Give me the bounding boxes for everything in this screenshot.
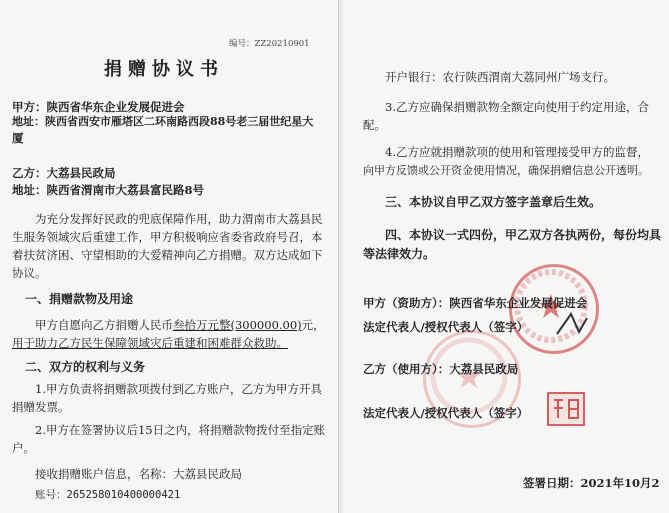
clause-3-line2: 配。 <box>363 118 386 132</box>
party-b-address: 地址：陕西省渭南市大荔县富民路8号 <box>12 183 204 197</box>
signature-chop-icon <box>547 392 585 426</box>
clause-3-line1: 3.乙方应确保捐赠款物全额定向使用于约定用途，合 <box>385 100 649 114</box>
section-1-heading: 一、捐赠款物及用途 <box>25 292 134 306</box>
party-a: 甲方：陕西省华东企业发展促进会 <box>12 100 185 114</box>
party-a-representative: 法定代表人/授权代表人（签字） <box>363 320 529 334</box>
account-name: 接收捐赠账户信息，名称：大荔县民政局 <box>35 467 242 481</box>
clause-4-line2: 向甲方反馈或公开资金使用情况，确保捐赠信息公开透明。 <box>363 164 649 177</box>
donation-suffix: 元， <box>301 318 325 332</box>
document-title: 捐赠协议书 <box>104 59 224 80</box>
intro-line3: 着扶贫济困、守望相助的大爱精神向乙方捐赠。双方达成如下 <box>12 248 323 262</box>
intro-line4: 协议。 <box>12 266 47 280</box>
agreement-page-right <box>343 0 669 513</box>
intro-line1: 为充分发挥好民政的兜底保障作用，助力渭南市大荔县民 <box>35 212 323 226</box>
clause-2-line1: 2.甲方在签署协议后15日之内，将捐赠款物拨付至指定账 <box>35 423 326 437</box>
section-4-line2: 等法律效力。 <box>363 247 436 261</box>
party-a-address-line2: 厦 <box>12 131 24 145</box>
document-number: 编号：ZZ20210901 <box>229 39 310 49</box>
handwritten-signature-icon <box>553 308 593 340</box>
party-a-signature-line: 甲方（资助方）：陕西省华东企业发展促进会 <box>363 296 588 310</box>
clause-1-line2: 捐赠发票。 <box>12 400 70 414</box>
party-b-representative: 法定代表人/授权代表人（签字） <box>363 406 529 420</box>
clause-4-line1: 4.乙方应就捐赠款项的使用和管理接受甲方的监督， <box>385 145 649 159</box>
signing-date: 签署日期：2021年10月2 <box>523 476 660 490</box>
donation-purpose: 用于助力乙方民生保障领域灾后重建和困难群众救助。 <box>12 336 288 350</box>
section-3-heading: 三、本协议自甲乙双方签字盖章后生效。 <box>385 195 602 209</box>
party-a-address-line1: 地址：陕西省西安市雁塔区二环南路西段88号老三届世纪星大 <box>12 115 314 128</box>
donation-amount: 叁拾万元整(300000.00) <box>173 318 302 332</box>
bank-info: 开户银行：农行陕西渭南大荔同州广场支行。 <box>385 70 615 84</box>
section-4-line1: 四、本协议一式四份，甲乙双方各执两份，每份均具 <box>385 228 662 242</box>
party-b-signature-line: 乙方（使用方）：大荔县民政局 <box>363 362 519 376</box>
intro-line2: 生服务领域灾后重建工作，甲方积极响应省委省政府号召，本 <box>12 230 323 244</box>
donation-line <box>35 318 325 332</box>
section-2-heading: 二、双方的权利与义务 <box>25 360 146 374</box>
clause-1-line1: 1.甲方负责将捐赠款项拨付到乙方账户，乙方为甲方开具 <box>35 382 322 396</box>
party-b: 乙方：大荔县民政局 <box>12 166 116 180</box>
clause-2-line2: 户。 <box>12 441 35 455</box>
account-number: 账号：265258010400000421 <box>35 489 181 501</box>
donation-prefix: 甲方自愿向乙方捐赠人民币 <box>35 318 173 332</box>
